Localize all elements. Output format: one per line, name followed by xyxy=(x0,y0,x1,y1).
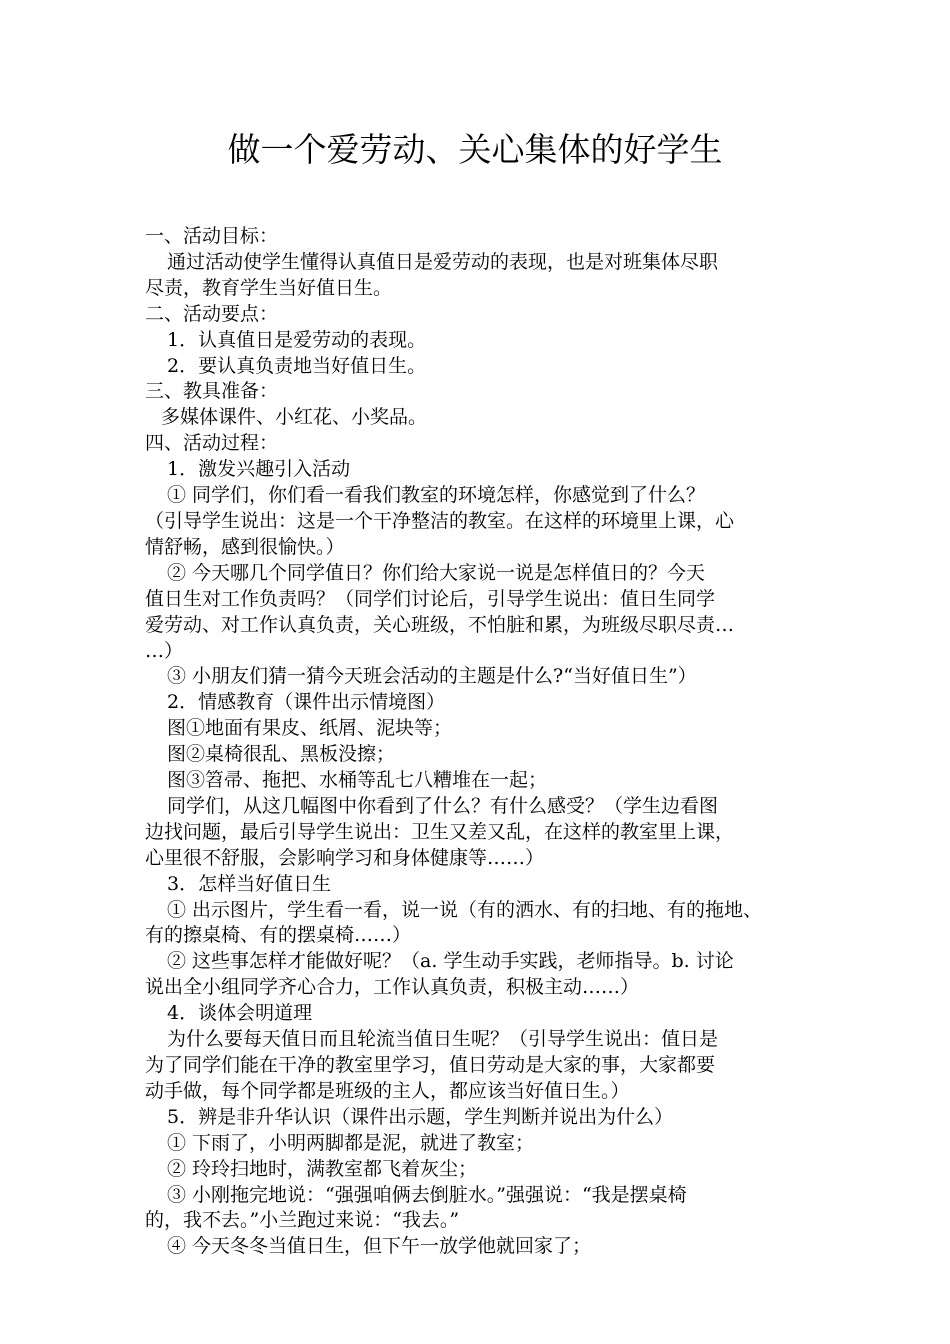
text-line: 动手做，每个同学都是班级的主人，都应该当好值日生。） xyxy=(145,1079,630,1102)
text-line: 同学们，从这几幅图中你看到了什么？有什么感受？（学生边看图 xyxy=(167,794,719,817)
text-line: 爱劳动、对工作认真负责，关心班级，不怕脏和累，为班级尽职尽责… xyxy=(145,613,735,636)
text-line: ③ 小刚拖完地说：“强强咱俩去倒脏水。”强强说：“我是摆桌椅 xyxy=(167,1183,687,1206)
text-line: 为了同学们能在干净的教室里学习，值日劳动是大家的事，大家都要 xyxy=(145,1054,716,1076)
text-line: 二、活动要点： xyxy=(145,302,279,325)
text-line: 4．谈体会明道理 xyxy=(167,1002,313,1025)
text-line: ① 下雨了，小明两脚都是泥，就进了教室； xyxy=(167,1131,535,1154)
text-line: ② 这些事怎样才能做好呢？（a. 学生动手实践，老师指导。b. 讨论 xyxy=(167,950,734,973)
text-line: 1．激发兴趣引入活动 xyxy=(167,458,351,481)
text-line: 心里很不舒服，会影响学习和身体健康等……） xyxy=(145,846,545,869)
text-line: ① 同学们，你们看一看我们教室的环境怎样，你感觉到了什么？ xyxy=(167,484,706,507)
document-title: 做一个爱劳动、关心集体的好学生 xyxy=(227,130,723,169)
text-line: 值日生对工作负责吗？（同学们讨论后，引导学生说出：值日生同学 xyxy=(145,587,716,610)
text-line: 通过活动使学生懂得认真值日是爱劳动的表现，也是对班集体尽职 xyxy=(167,250,719,273)
text-line: 说出全小组同学齐心合力，工作认真负责，积极主动……） xyxy=(145,976,640,999)
text-line: 情舒畅，感到很愉快。） xyxy=(145,535,345,558)
text-line: 图②桌椅很乱、黑板没擦； xyxy=(167,743,396,766)
text-line: 3．怎样当好值日生 xyxy=(167,872,332,895)
text-line: 一、活动目标： xyxy=(145,225,279,247)
text-line: ② 今天哪几个同学值日？你们给大家说一说是怎样值日的？今天 xyxy=(167,561,706,584)
text-line: 尽责，教育学生当好值日生。 xyxy=(145,276,393,299)
text-line: 1．认真值日是爱劳动的表现。 xyxy=(167,328,427,351)
text-line: 图①地面有果皮、纸屑、泥块等； xyxy=(167,717,453,740)
text-line: 三、教具准备： xyxy=(145,380,279,403)
text-line: 5．辨是非升华认识（课件出示题，学生判断并说出为什么） xyxy=(167,1105,674,1128)
text-line: 图③笤帚、拖把、水桶等乱七八糟堆在一起； xyxy=(167,769,548,792)
text-line: ③ 小朋友们猜一猜今天班会活动的主题是什么?“当好值日生”） xyxy=(167,665,697,688)
document-body xyxy=(145,224,820,1260)
text-line: 边找问题，最后引导学生说出：卫生又差又乱，在这样的教室里上课， xyxy=(145,820,735,843)
text-line: 四、活动过程： xyxy=(145,432,279,455)
text-line: ② 玲玲扫地时，满教室都飞着灰尘； xyxy=(167,1157,478,1180)
text-line: ④ 今天冬冬当值日生，但下午一放学他就回家了； xyxy=(167,1235,592,1258)
text-line: ① 出示图片，学生看一看，说一说（有的洒水、有的扫地、有的拖地、 xyxy=(167,898,763,921)
text-line: 的，我不去。”小兰跑过来说：“我去。” xyxy=(145,1209,460,1232)
text-line: 多媒体课件、小红花、小奖品。 xyxy=(161,406,428,429)
text-line: （引导学生说出：这是一个干净整洁的教室。在这样的环境里上课，心 xyxy=(145,509,735,532)
text-line: …） xyxy=(145,639,184,662)
text-line: 2．要认真负责地当好值日生。 xyxy=(167,354,427,377)
text-line: 有的擦桌椅、有的摆桌椅……） xyxy=(145,924,412,947)
text-line: 2．情感教育（课件出示情境图） xyxy=(167,691,446,714)
text-line: 为什么要每天值日而且轮流当值日生呢？（引导学生说出：值日是 xyxy=(167,1028,719,1051)
